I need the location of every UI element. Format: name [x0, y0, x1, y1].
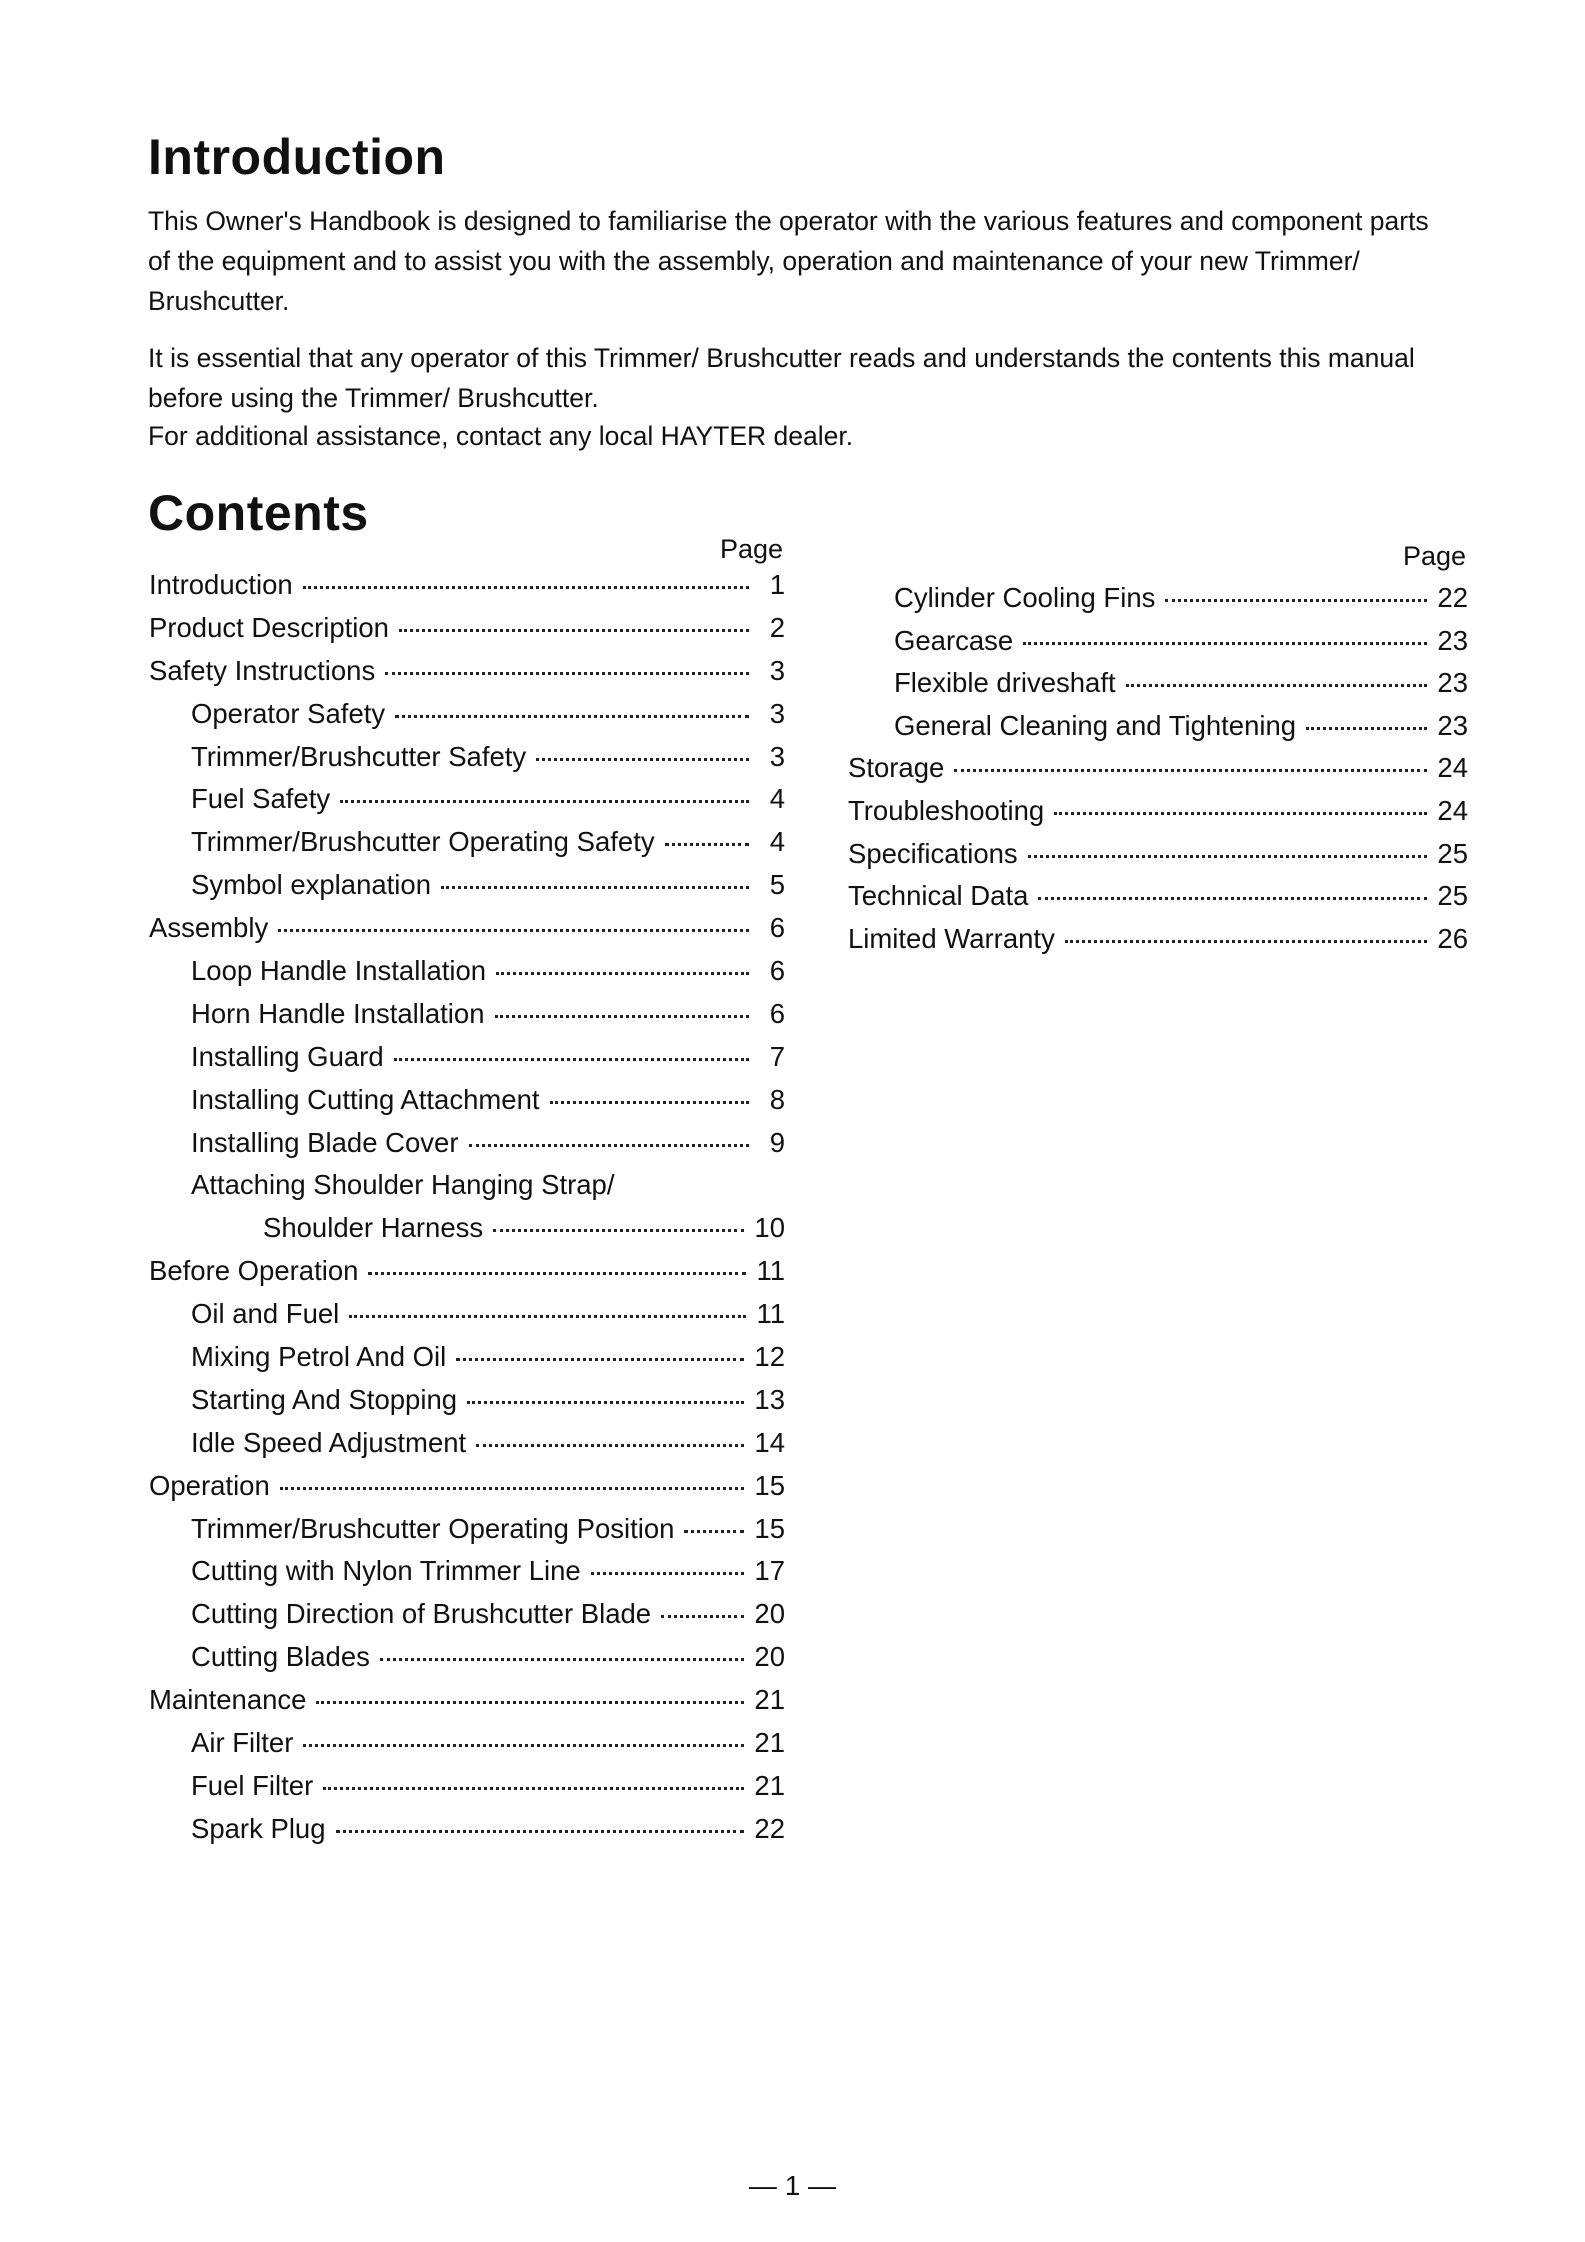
- toc-entry-page: 6: [769, 955, 785, 987]
- toc-entry-page: 24: [1437, 752, 1468, 784]
- toc-right-column: [848, 536, 1468, 965]
- toc-entry-label: Installing Cutting Attachment: [191, 1083, 540, 1115]
- toc-entry: [848, 838, 1468, 881]
- toc-entry: [135, 1598, 785, 1641]
- toc-entry: [135, 1084, 785, 1127]
- toc-leader-dots: [954, 769, 1427, 772]
- toc-entry-page: 7: [769, 1040, 785, 1072]
- toc-entry: [848, 710, 1468, 753]
- toc-entry: [135, 1169, 785, 1212]
- toc-left-column: [135, 529, 785, 1856]
- toc-entry: [135, 1727, 785, 1770]
- toc-entry-page: 21: [754, 1769, 785, 1801]
- toc-leader-dots: [441, 886, 749, 889]
- toc-entry: [135, 698, 785, 741]
- page-column-header: Page: [1402, 541, 1466, 571]
- toc-entry: [135, 1255, 785, 1298]
- toc-entry-label: Attaching Shoulder Hanging Strap/: [191, 1169, 615, 1201]
- toc-entry-label: Fuel Filter: [191, 1769, 314, 1801]
- toc-entry-page: 14: [754, 1426, 785, 1458]
- toc-entry-page: 12: [754, 1341, 785, 1373]
- toc-leader-dots: [591, 1572, 745, 1575]
- toc-leader-dots: [316, 1701, 744, 1704]
- toc-entry: [848, 795, 1468, 838]
- toc-entry: [135, 741, 785, 784]
- toc-entry-page: 22: [754, 1812, 785, 1844]
- toc-entry-page: 4: [769, 826, 785, 858]
- toc-entry-page: 15: [754, 1469, 785, 1501]
- toc-entry: [135, 1555, 785, 1598]
- toc-entry-label: Trimmer/Brushcutter Operating Safety: [191, 826, 655, 858]
- toc-leader-dots: [385, 672, 749, 675]
- intro-paragraph-2: It is essential that any operator of this Trimmer/ Brushcutter reads and understands the contents this manual before using the Trimmer/ Brushcutter.: [148, 343, 1415, 413]
- toc-entry-page: 20: [754, 1598, 785, 1630]
- toc-leader-dots: [1028, 855, 1428, 858]
- toc-entry-label: Operation: [149, 1469, 270, 1501]
- toc-leader-dots: [280, 1487, 745, 1490]
- toc-entry-label: Before Operation: [149, 1255, 359, 1287]
- toc-entry-label: Cylinder Cooling Fins: [894, 582, 1156, 613]
- toc-entry-page: 26: [1437, 922, 1468, 954]
- toc-leader-dots: [349, 1315, 746, 1318]
- toc-entry-label: Specifications: [848, 837, 1018, 869]
- toc-entry-label: Storage: [848, 752, 945, 784]
- toc-entry: [135, 569, 785, 612]
- toc-entry: [135, 1127, 785, 1170]
- toc-entry-label: Flexible driveshaft: [894, 667, 1116, 699]
- toc-right-list: [848, 582, 1468, 965]
- toc-entry: [848, 667, 1468, 710]
- toc-entry: [848, 923, 1468, 966]
- toc-entry-label: Installing Blade Cover: [191, 1126, 459, 1158]
- toc-leader-dots: [1023, 642, 1427, 645]
- toc-entry-page: 8: [769, 1083, 785, 1115]
- toc-leader-dots: [536, 758, 749, 761]
- toc-entry: [135, 955, 785, 998]
- toc-entry-page: 4: [769, 783, 785, 815]
- toc-leader-dots: [1038, 897, 1427, 900]
- toc-entry-label: Troubleshooting: [848, 794, 1045, 826]
- toc-entry-page: 1: [769, 569, 785, 600]
- toc-entry-page: 11: [756, 1255, 785, 1287]
- toc-entry-page: 5: [769, 869, 785, 901]
- toc-entry-page: 17: [754, 1555, 785, 1587]
- toc-entry: [135, 1813, 785, 1856]
- toc-entry-label: Gearcase: [894, 624, 1014, 656]
- toc-entry-page: 25: [1437, 837, 1468, 869]
- intro-paragraph-3: For additional assistance, contact any local HAYTER dealer.: [148, 421, 854, 451]
- toc-entry-label: Installing Guard: [191, 1040, 384, 1072]
- toc-leader-dots: [380, 1658, 745, 1661]
- toc-entry-page: 11: [756, 1298, 785, 1330]
- toc-entry-label: Limited Warranty: [848, 922, 1055, 954]
- toc-entry-label: Fuel Safety: [191, 783, 331, 815]
- toc-entry-page: 23: [1437, 667, 1468, 699]
- toc-entry-label: General Cleaning and Tightening: [894, 709, 1297, 741]
- toc-entry-label: Assembly: [149, 912, 269, 944]
- toc-leader-dots: [395, 715, 749, 718]
- toc-entry-label: Oil and Fuel: [191, 1298, 340, 1330]
- toc-entry-page: 2: [769, 611, 785, 643]
- toc-leader-dots: [323, 1787, 744, 1790]
- toc-leader-dots: [278, 929, 749, 932]
- toc-entry-page: 21: [754, 1727, 785, 1759]
- toc-entry: [135, 1298, 785, 1341]
- toc-entry-page: 9: [769, 1126, 785, 1158]
- toc-entry-page: 13: [754, 1383, 785, 1415]
- toc-entry-label: Cutting Direction of Brushcutter Blade: [191, 1598, 652, 1630]
- toc-entry-page: 3: [769, 697, 785, 729]
- toc-entry-label: Cutting Blades: [191, 1641, 370, 1673]
- toc-entry-page: 24: [1437, 794, 1468, 826]
- toc-leader-dots: [368, 1272, 746, 1275]
- toc-leader-dots: [469, 1144, 749, 1147]
- toc-entry-label: Loop Handle Installation: [191, 955, 487, 987]
- toc-entry: [135, 826, 785, 869]
- toc-entry-page: 15: [754, 1512, 785, 1544]
- toc-entry-page: 23: [1437, 624, 1468, 656]
- toc-entry-page: 23: [1437, 709, 1468, 741]
- toc-entry: [135, 1684, 785, 1727]
- toc-leader-dots: [394, 1058, 749, 1061]
- toc-entry-label: Safety Instructions: [149, 654, 376, 686]
- toc-entry: [848, 880, 1468, 923]
- toc-entry-page: 3: [769, 740, 785, 772]
- toc-entry: [135, 1770, 785, 1813]
- toc-entry-page: 6: [769, 912, 785, 944]
- toc-leader-dots: [550, 1101, 749, 1104]
- toc-entry-page: 10: [754, 1212, 785, 1244]
- toc-entry-label: Trimmer/Brushcutter Operating Position: [191, 1512, 675, 1544]
- toc-entry-label: Spark Plug: [191, 1812, 326, 1844]
- toc-entry-label: Horn Handle Installation: [191, 997, 485, 1029]
- toc-leader-dots: [496, 972, 749, 975]
- toc-leader-dots: [303, 1744, 744, 1747]
- toc-leader-dots: [1054, 812, 1427, 815]
- toc-entry: [135, 1341, 785, 1384]
- toc-leader-dots: [456, 1358, 744, 1361]
- toc-entry-label: Trimmer/Brushcutter Safety: [191, 740, 527, 772]
- toc-entry: [135, 998, 785, 1041]
- toc-entry-label: Cutting with Nylon Trimmer Line: [191, 1555, 581, 1587]
- toc-entry: [135, 1384, 785, 1427]
- introduction-heading: Introduction: [148, 129, 446, 185]
- toc-leader-dots: [399, 629, 749, 632]
- toc-entry: [135, 1513, 785, 1556]
- toc-leader-dots: [1065, 940, 1428, 943]
- toc-entry-page: 21: [754, 1684, 785, 1716]
- toc-entry: [135, 1641, 785, 1684]
- toc-leader-dots: [476, 1444, 744, 1447]
- toc-leader-dots: [467, 1401, 744, 1404]
- toc-entry-label: Shoulder Harness: [263, 1212, 484, 1244]
- toc-leader-dots: [661, 1615, 744, 1618]
- toc-entry: [135, 1041, 785, 1084]
- toc-leader-dots: [665, 843, 749, 846]
- toc-leader-dots: [495, 1015, 749, 1018]
- toc-entry: [135, 1212, 785, 1255]
- toc-entry-label: Product Description: [149, 611, 389, 643]
- toc-entry-label: Mixing Petrol And Oil: [191, 1341, 447, 1373]
- page-number: — 1 —: [748, 2170, 837, 2201]
- toc-leader-dots: [1165, 599, 1427, 602]
- toc-entry: [135, 912, 785, 955]
- toc-leader-dots: [340, 800, 749, 803]
- toc-leader-dots: [493, 1229, 744, 1232]
- toc-entry: [135, 655, 785, 698]
- toc-leader-dots: [336, 1830, 745, 1833]
- toc-entry-label: Technical Data: [848, 880, 1029, 912]
- toc-entry: [135, 1427, 785, 1470]
- toc-entry: [135, 612, 785, 655]
- toc-entry-page: 25: [1437, 880, 1468, 912]
- toc-entry-label: Operator Safety: [191, 697, 386, 729]
- toc-left-list: [135, 569, 785, 1856]
- toc-entry-label: Maintenance: [149, 1684, 307, 1716]
- toc-entry-label: Introduction: [149, 569, 293, 600]
- toc-entry: [135, 1470, 785, 1513]
- toc-entry-page: 22: [1437, 582, 1468, 613]
- toc-entry: [848, 582, 1468, 625]
- toc-leader-dots: [1126, 684, 1428, 687]
- toc-entry-label: Starting And Stopping: [191, 1383, 458, 1415]
- intro-paragraph-1: This Owner's Handbook is designed to familiarise the operator with the various features and component parts of the equipment and to assist you with the assembly, operation and maintenance of your new Trimmer/ Brushcutter.: [148, 206, 1429, 316]
- toc-entry: [135, 783, 785, 826]
- contents-heading: Contents: [148, 485, 369, 541]
- page-column-header: Page: [719, 534, 783, 564]
- toc-entry-label: Air Filter: [191, 1727, 294, 1759]
- toc-leader-dots: [303, 586, 749, 589]
- toc-entry-page: 20: [754, 1641, 785, 1673]
- toc-entry: [848, 752, 1468, 795]
- toc-leader-dots: [684, 1530, 744, 1533]
- toc-leader-dots: [1306, 727, 1427, 730]
- toc-entry: [848, 625, 1468, 668]
- toc-entry-label: Symbol explanation: [191, 869, 432, 901]
- toc-entry-page: 6: [769, 997, 785, 1029]
- toc-entry-page: 3: [769, 654, 785, 686]
- toc-entry-label: Idle Speed Adjustment: [191, 1426, 467, 1458]
- toc-entry: [135, 869, 785, 912]
